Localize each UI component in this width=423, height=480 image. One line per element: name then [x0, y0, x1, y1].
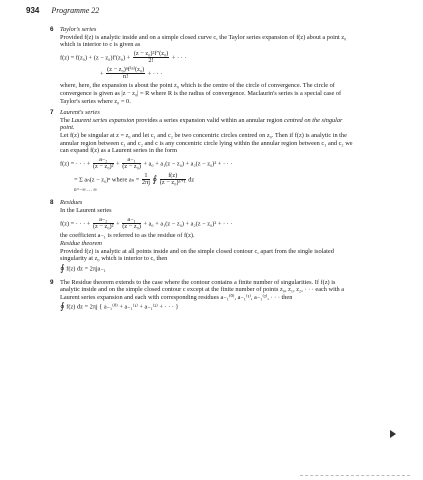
eq-part: + a₀ + a₁(z − z₀) + a₂(z − z₀)² + · · ·	[143, 160, 233, 168]
section-8	[50, 199, 356, 273]
denominator: 2!	[148, 57, 154, 65]
numerator: (z − z₀)²f″(z₀)	[133, 49, 169, 57]
denominator: (z − z₀)ⁿ⁺¹	[159, 178, 186, 186]
equation	[60, 67, 356, 81]
eq-part: +	[100, 69, 104, 77]
eq-part: f(z) = · · · +	[60, 160, 91, 168]
eq-part: + a₀ + a₁(z − z₀) + a₂(z − z₀)² + · · ·	[143, 219, 233, 227]
paragraph: The Residue theorem extends to the case where the contour contains a finite number of singularities. If f(z) is analytic inside and on the simple closed contour c except at the finite number of points z₀, z₁, z₂, · · · each with a Laurent series expansion and each with corresponding residues a₋₁⁽⁰⁾, a₋₁⁽¹⁾, a₋₁⁽²⁾, · · · then	[60, 278, 345, 301]
content	[50, 26, 356, 313]
paragraph: Provided f(z) is analytic at all points inside and on the simple closed contour c, apart from the single isolated singularity at z₀ which is interior to c, then	[60, 247, 334, 263]
fraction	[142, 173, 150, 187]
eq-part: f(z) dz = 2πj { a₋₁⁽⁰⁾ + a₋₁⁽¹⁾ + a₋₁⁽²⁾ + · · · }	[66, 303, 179, 311]
eq-part: + · · ·	[171, 54, 187, 62]
subsection-title: Residue theorem	[60, 239, 102, 247]
eq-part: f(z) dz = 2πja₋₁	[66, 265, 106, 272]
text-run: The	[60, 116, 72, 124]
numerator: f(z)	[160, 173, 186, 180]
paragraph: Let f(z) be singular at z = z₀ and let c₁ and c₂ be two concentric circles centred on z₀. Then if f(z) is analytic in the annular region between c₁ and c₂ and c is any concentric circle lying within the annular region between c₁ and c₂ we can expand f(z) as a Laurent series in the form	[60, 131, 353, 155]
emphasis: Laurent series expansion	[71, 116, 135, 124]
numerator: a₋₁	[122, 157, 141, 164]
denominator: (z − z₀)²	[92, 163, 114, 171]
fraction	[122, 157, 141, 171]
section-title: Residues	[60, 199, 83, 207]
section-number: 8	[50, 199, 54, 207]
denominator: (z − z₀)	[122, 163, 141, 171]
text-run: provides a series expansion valid within an annular region	[134, 116, 285, 124]
equation	[60, 217, 356, 231]
eq-part: f(z) = · · · +	[60, 219, 91, 227]
numerator: 1	[142, 173, 150, 180]
section-title: Taylor's series	[60, 26, 97, 33]
section-title: Laurent's series	[60, 109, 100, 117]
paragraph: In the Laurent series	[60, 206, 112, 214]
fraction	[93, 217, 114, 231]
denominator: 2πj	[141, 178, 150, 186]
equation	[60, 157, 356, 171]
section-9	[50, 278, 356, 312]
eq-part: +	[116, 160, 120, 168]
eq-part: = Σ aₙ(z − z₀)ⁿ where aₙ =	[74, 175, 140, 183]
eq-part: +	[116, 219, 120, 227]
divider	[300, 475, 410, 476]
page-number: 934	[26, 6, 40, 15]
equation	[60, 262, 356, 273]
denominator: (z − z₀)²	[92, 222, 114, 230]
denominator: n!	[123, 73, 129, 80]
contour-integral-icon: ∮	[60, 301, 65, 312]
contour-integral-icon: ∮	[60, 262, 65, 273]
section-7	[50, 109, 356, 194]
page-header	[26, 6, 99, 15]
numerator: a₋₂	[93, 157, 114, 164]
emphasis: centred on the singular point.	[60, 116, 343, 132]
section-number: 7	[50, 109, 54, 117]
numerator: (z − z₀)ⁿf⁽ⁿ⁾(z₀)	[107, 65, 145, 73]
equation	[60, 303, 356, 311]
eq-part: + · · ·	[147, 69, 163, 77]
eq-part: f(z) = f(z₀) + (z − z₀)f′(z₀) +	[60, 54, 131, 62]
section-number: 6	[50, 26, 54, 33]
paragraph: the coefficient a₋₁ is referred to as the residue of f(z).	[60, 232, 195, 240]
section-6	[50, 26, 356, 105]
fraction	[160, 173, 186, 187]
fraction	[122, 217, 141, 231]
programme-title: Programme 22	[51, 6, 100, 15]
paragraph: where, here, the expansion is about the point z₀ which is the centre of the circle of convergence. The circle of convergence is given as |z − z₀| = R where R is the radius of convergence. Maclaurin's series is a special case of Taylor's series where z₀ = 0.	[60, 82, 342, 105]
equation	[60, 173, 356, 187]
next-page-arrow-icon[interactable]	[390, 430, 396, 438]
fraction	[133, 51, 169, 65]
sum-range: n=−∞ … ∞	[74, 188, 97, 194]
fraction	[106, 67, 145, 81]
denominator: (z − z₀)	[122, 222, 141, 230]
section-number: 9	[50, 278, 54, 286]
paragraph: Provided f(z) is analytic inside and on a simple closed curve c, the Taylor series expansion of f(z) about a point z₀ which is interior to c is given as	[60, 33, 347, 49]
paragraph	[60, 117, 356, 132]
fraction	[93, 157, 114, 171]
numerator: a₋₂	[93, 217, 114, 224]
numerator: a₋₁	[122, 217, 141, 224]
eq-part: dz	[188, 175, 195, 183]
contour-integral-icon: ∮	[152, 173, 158, 184]
equation	[60, 51, 356, 65]
